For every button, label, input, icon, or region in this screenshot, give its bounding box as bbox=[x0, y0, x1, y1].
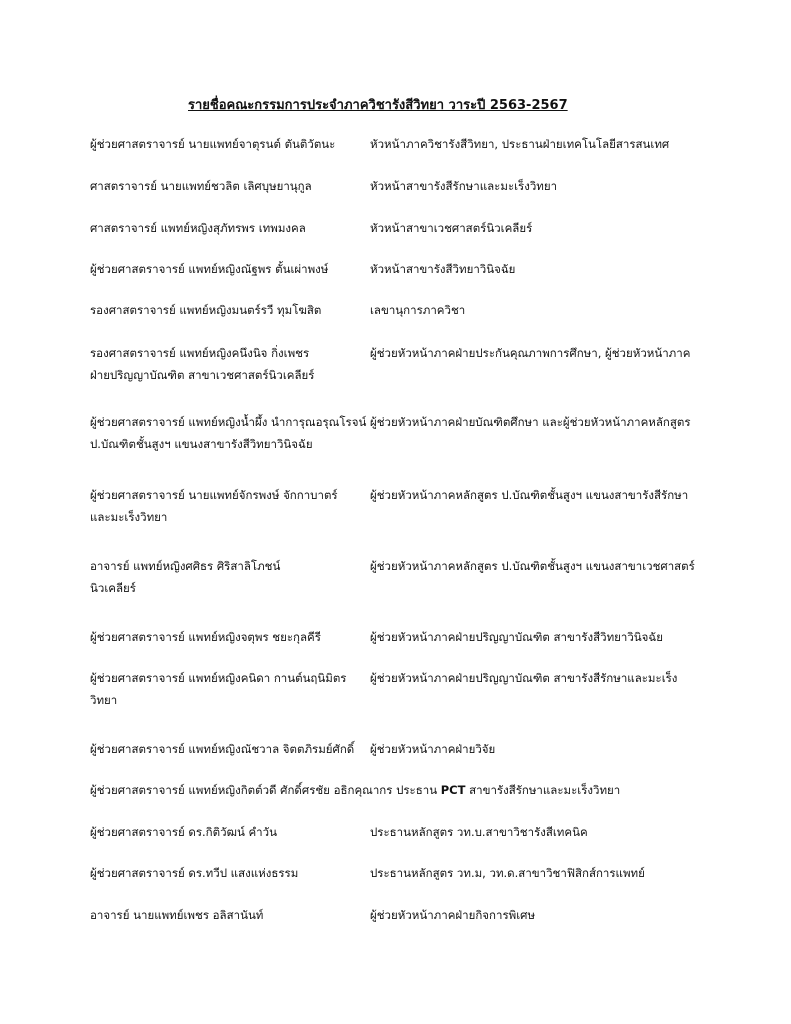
member-name: ผู้ช่วยศาสตราจารย์ นายแพทย์จักรพงษ์ จักกาบาตร์ bbox=[90, 488, 338, 502]
member-name: ผู้ช่วยศาสตราจารย์ ดร.ทวีป แสงแห่งธรรม bbox=[90, 866, 299, 880]
committee-entry bbox=[90, 484, 710, 528]
member-name: ผู้ช่วยศาสตราจารย์ ดร.กิติวัฒน์ คำวัน bbox=[90, 825, 277, 839]
committee-entry bbox=[90, 821, 710, 843]
committee-entry bbox=[90, 862, 710, 884]
member-name-role-text: ผู้ช่วยศาสตราจารย์ แพทย์หญิงกิตต์วดี ศักดิ์ศรชัย อธิกคุณากร ประธาน bbox=[90, 783, 438, 797]
committee-entry bbox=[90, 299, 710, 321]
committee-entry bbox=[90, 667, 710, 711]
committee-entry bbox=[90, 175, 710, 197]
member-name: ผู้ช่วยศาสตราจารย์ แพทย์หญิงจตุพร ชยะกุลคีรี bbox=[90, 630, 321, 644]
member-name: ผู้ช่วยศาสตราจารย์ แพทย์หญิงคนิดา กานต์นฤนิมิตร bbox=[90, 671, 347, 685]
member-role: ผู้ช่วยหัวหน้าภาคหลักสูตร ป.บัณฑิตชั้นสูงฯ แขนงสาขาเวชศาสตร์ bbox=[370, 559, 695, 573]
member-name: ศาสตราจารย์ แพทย์หญิงสุภัทรพร เทพมงคล bbox=[90, 221, 306, 235]
member-role: หัวหน้าสาขารังสีวิทยาวินิจฉัย bbox=[370, 262, 516, 276]
member-role: ผู้ช่วยหัวหน้าภาคฝ่ายประกันคุณภาพการศึกษา, ผู้ช่วยหัวหน้าภาค bbox=[370, 346, 691, 360]
member-name: ศาสตราจารย์ นายแพทย์ชวลิต เลิศบุษยานุกูล bbox=[90, 179, 312, 193]
member-role: ผู้ช่วยหัวหน้าภาคฝ่ายวิจัย bbox=[370, 742, 496, 756]
member-role: เลขานุการภาควิชา bbox=[370, 303, 466, 317]
committee-entry bbox=[90, 738, 710, 760]
member-name: รองศาสตราจารย์ แพทย์หญิงมนตร์รวี ทุมโฆสิต bbox=[90, 303, 322, 317]
member-role: หัวหน้าสาขาเวชศาสตร์นิวเคลียร์ bbox=[370, 221, 533, 235]
member-role-continuation: ฝ่ายปริญญาบัณฑิต สาขาเวชศาสตร์นิวเคลียร์ bbox=[90, 368, 315, 382]
member-role: ผู้ช่วยหัวหน้าภาคฝ่ายปริญญาบัณฑิต สาขารังสีรักษาและมะเร็ง bbox=[370, 671, 678, 685]
member-name-role-line bbox=[90, 779, 710, 801]
committee-entry bbox=[90, 258, 710, 280]
member-name: ผู้ช่วยศาสตราจารย์ นายแพทย์จาตุรนต์ ตันติวัตนะ bbox=[90, 137, 336, 151]
committee-entry bbox=[90, 626, 710, 648]
member-role: ผู้ช่วยหัวหน้าภาคฝ่ายปริญญาบัณฑิต สาขารังสีวิทยาวินิจฉัย bbox=[370, 630, 663, 644]
member-name: ผู้ช่วยศาสตราจารย์ แพทย์หญิงณัฐพร ตั้นเผ่าพงษ์ bbox=[90, 262, 329, 276]
page-title: รายชื่อคณะกรรมการประจำภาควิชารังสีวิทยา วาระปี 2563-2567 bbox=[188, 98, 568, 113]
member-name-role-line: ผู้ช่วยศาสตราจารย์ แพทย์หญิงน้ำผึ้ง นำการุณอรุณโรจน์ ผู้ช่วยหัวหน้าภาคฝ่ายบัณฑิตศึกษา และผู้ช่วยหัวหน้าภาคหลักสูตร bbox=[90, 415, 691, 429]
committee-entry bbox=[90, 217, 710, 239]
committee-entry bbox=[90, 779, 710, 801]
committee-entry bbox=[90, 555, 710, 599]
member-role-continuation: นิวเคลียร์ bbox=[90, 581, 136, 595]
committee-entry bbox=[90, 133, 710, 155]
member-name: ผู้ช่วยศาสตราจารย์ แพทย์หญิงณัชวาล จิตตภิรมย์ศักดิ์ bbox=[90, 742, 355, 756]
member-name: อาจารย์ นายแพทย์เพชร อลิสานันท์ bbox=[90, 908, 264, 922]
committee-entry bbox=[90, 411, 710, 455]
member-role-continuation: และมะเร็งวิทยา bbox=[90, 510, 168, 524]
committee-entry bbox=[90, 342, 710, 386]
committee-entry bbox=[90, 904, 710, 926]
member-name: อาจารย์ แพทย์หญิงศศิธร ศิริสาลิโภชน์ bbox=[90, 559, 281, 573]
member-role: ประธานหลักสูตร วท.ม, วท.ด.สาขาวิชาฟิสิกส์การแพทย์ bbox=[370, 866, 645, 880]
member-role: ผู้ช่วยหัวหน้าภาคหลักสูตร ป.บัณฑิตชั้นสูงฯ แขนงสาขารังสีรักษา bbox=[370, 488, 689, 502]
member-role-continuation: ป.บัณฑิตชั้นสูงฯ แขนงสาขารังสีวิทยาวินิจฉัย bbox=[90, 437, 313, 451]
pct-label: PCT bbox=[440, 783, 466, 797]
member-name: รองศาสตราจารย์ แพทย์หญิงคนึงนิจ กิ่งเพชร bbox=[90, 346, 310, 360]
member-role-tail: สาขารังสีรักษาและมะเร็งวิทยา bbox=[469, 783, 621, 797]
member-role: หัวหน้าภาควิชารังสีวิทยา, ประธานฝ่ายเทคโนโลยีสารสนเทศ bbox=[370, 137, 670, 151]
member-role: หัวหน้าสาขารังสีรักษาและมะเร็งวิทยา bbox=[370, 179, 558, 193]
member-role: ประธานหลักสูตร วท.บ.สาขาวิชารังสีเทคนิค bbox=[370, 825, 588, 839]
member-role-continuation: วิทยา bbox=[90, 693, 118, 707]
member-role: ผู้ช่วยหัวหน้าภาคฝ่ายกิจการพิเศษ bbox=[370, 908, 536, 922]
